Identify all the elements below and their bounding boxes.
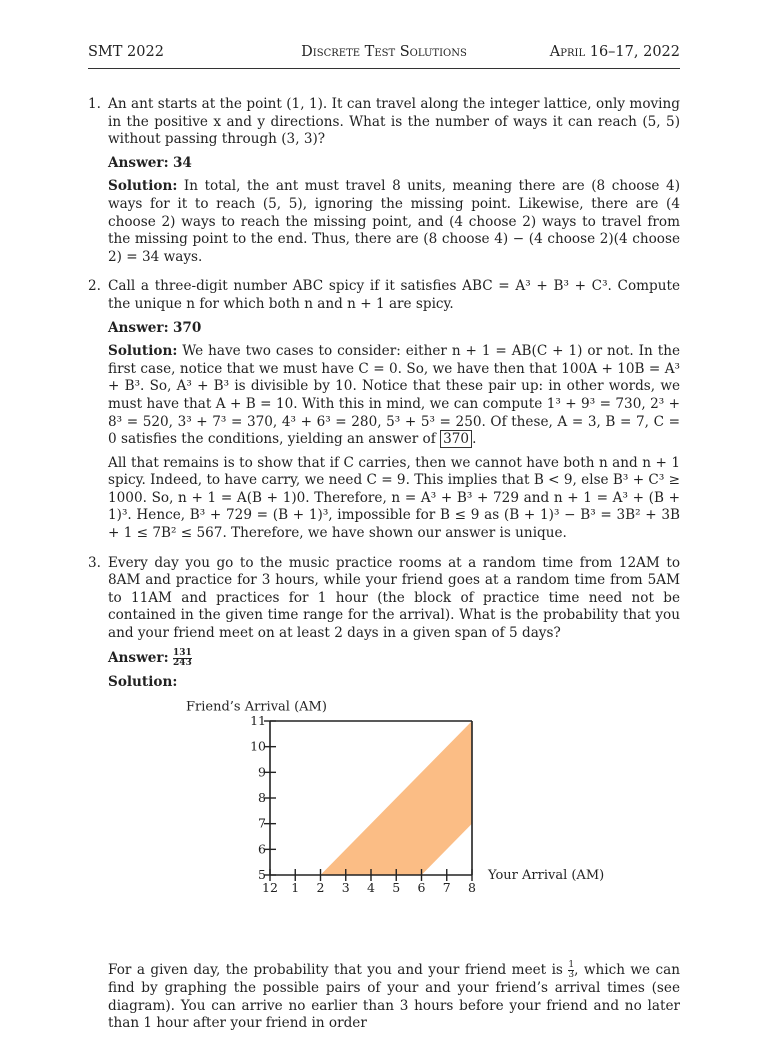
solution-label: Solution: (108, 178, 178, 195)
page-header (88, 44, 680, 66)
header-left: SMT 2022 (88, 44, 164, 60)
problem-number: 1. (88, 96, 101, 112)
x-tick-label: 2 (316, 880, 325, 896)
y-tick-label: 9 (258, 764, 266, 780)
solution-label: Solution: (108, 343, 178, 360)
arrival-chart (108, 699, 668, 961)
x-tick-label: 5 (392, 880, 401, 896)
answer-line (108, 649, 680, 668)
problem-number: 3. (88, 554, 101, 571)
answer-line (108, 155, 680, 173)
answer-label: Answer: (108, 154, 169, 171)
document-body (88, 96, 680, 1045)
answer-value: 34 (172, 154, 192, 171)
y-tick-label: 8 (258, 790, 266, 806)
answer-fraction (173, 649, 192, 668)
fraction-denominator: 243 (172, 657, 192, 668)
x-tick-label: 12 (262, 880, 278, 896)
x-tick-label: 3 (341, 880, 350, 896)
y-axis-label: Friend’s Arrival (AM) (186, 699, 327, 715)
y-tick-label: 7 (258, 815, 266, 831)
problem-question: Every day you go to the music practice rooms at a random time from 12AM to 8AM and practice for 3 hours, while your friend goes at a random time from 5AM to 11AM and practices for 1 hour (the block of practice time need not be contained in the given time range for the arrival). What is the probability that you and your friend meet on at least 2 days in a given span of 5 days? (108, 554, 680, 642)
answer-value: 370 (172, 319, 202, 336)
x-tick-label: 1 (291, 880, 300, 896)
after-text-b: , which we can find by graphing the possible pairs of your and your friend’s arrival times (see diagram). You can arrive no earlier than 3 hours before your friend and no later than 1 hour after your friend in order (108, 962, 680, 1032)
solution-text: In total, the ant must travel 8 units, meaning there are (8 choose 4) ways for it to reach (5, 5), ignoring the missing point. Likewise, there are (4 choose 2) ways to reach the missing point, and (4 choose 2) ways to travel from the missing point to the end. Thus, there are (8 choose 4) − (4 choose 2)(4 choose 2) = 34 ways. (108, 178, 680, 265)
x-tick-label: 7 (442, 880, 451, 896)
x-tick-label: 8 (468, 880, 476, 896)
header-date: April 16–17, 2022 (549, 44, 680, 60)
header-rule (88, 68, 680, 69)
y-tick-label: 10 (250, 738, 266, 754)
answer-line (108, 320, 680, 338)
solution-label: Solution: (108, 673, 178, 690)
problem-2 (88, 278, 680, 542)
meeting-region (321, 721, 473, 875)
x-tick-label: 6 (417, 880, 426, 896)
fraction-denominator: 3 (568, 970, 575, 981)
problem-1 (88, 96, 680, 266)
y-tick-label: 5 (258, 867, 266, 883)
solution-heading (108, 674, 680, 692)
problem-3 (88, 555, 680, 1033)
solution-paragraph: Solution: We have two cases to consider: either n + 1 = AB(C + 1) or not. In the first case, notice that we must have C = 0. So, we have then that 100A + 10B = A³ + B³. So, A³ + B³ is divisible by 10. Notice that these pair up: in other words, we must have that A + B = 10. With this in mind, we can compute 1³ + 9³ = 730, 2³ + 8³ = 520, 3³ + 7³ = 370, 4³ + 6³ = 280, 5³ + 5³ = 250. Of these, A = 3, B = 7, C = 0 satisfies the conditions, yielding an answer of 370 . (108, 343, 680, 448)
x-tick-label: 4 (367, 880, 375, 896)
fraction-numerator: 131 (172, 647, 192, 658)
arrival-diagram (108, 699, 680, 961)
answer-label: Answer: (108, 319, 169, 336)
after-text-a: For a given day, the probability that you and your friend meet is (108, 962, 563, 979)
fraction-numerator: 1 (568, 960, 575, 971)
problem-number: 2. (88, 278, 101, 295)
header-title: Discrete Test Solutions (301, 44, 467, 60)
y-tick-label: 11 (250, 713, 266, 729)
after-diagram-paragraph (108, 961, 680, 1033)
boxed-answer: 370 (440, 430, 472, 448)
x-axis-label: Your Arrival (AM) (488, 868, 605, 884)
answer-label: Answer: (108, 649, 169, 666)
solution-text: We have two cases to consider: either n + 1 = AB(C + 1) or not. In the first case, notice that we must have C = 0. So, we have then that 100A + 10B = A³ + B³. So, A³ + B³ is divisible by 10. Notice that these pair up: in other words, we must have that A + B = 10. With this in mind, we can compute 1³ + 9³ = 730, 2³ + 8³ = 520, 3³ + 7³ = 370, 4³ + 6³ = 280, 5³ + 5³ = 250. Of these, A = 3, B = 7, C = 0 satisfies the conditions, yielding an answer of (108, 343, 680, 448)
problem-question: Call a three-digit number ABC spicy if it satisfies ABC = A³ + B³ + C³. Compute the unique n for which both n and n + 1 are spicy. (108, 278, 680, 312)
solution-paragraph (108, 178, 680, 266)
y-tick-label: 6 (258, 841, 266, 857)
problem-question: An ant starts at the point (1, 1). It can travel along the integer lattice, only moving in the positive x and y directions. What is the number of ways it can reach (5, 5) without passing through (3, 3)? (108, 96, 680, 148)
solution-paragraph-2: All that remains is to show that if C carries, then we cannot have both n and n + 1 spicy. Indeed, to have carry, we need C = 9. This implies that B < 9, else B³ + C³ ≥ 1000. So, n + 1 = A(B + 1)0. Therefore, n = A³ + B³ + 729 and n + 1 = A³ + (B + 1)³. Hence, B³ + 729 = (B + 1)³, impossible for B ≤ 9 as (B + 1)³ − B³ = 3B² + 3B + 1 ≤ 7B² ≤ 567. Therefore, we have shown our answer is unique. (108, 454, 680, 542)
